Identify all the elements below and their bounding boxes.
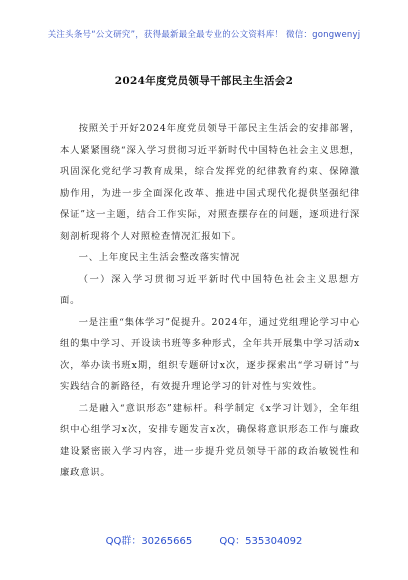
document-body	[60, 118, 360, 484]
section-heading: 一、上年度民主生活会整改落实情况	[78, 252, 241, 263]
footer-contact	[0, 532, 408, 547]
paragraph-intro: 按照关于开好2024年度党员领导干部民主生活会的安排部署，本人紧紧围绕“深入学习贯彻习近平新时代中国特色社会主义思想，巩固深化党纪学习教育成果，综合发挥党的纪律教育约束、保障激励作用，为进一步全面深化改革、推进中国式现代化提供坚强纪律保证”这一主题，结合工作实际，对照查摆存在的问题，逐项进行深刻剖析现将个人对照检查情况汇报如下。	[60, 123, 360, 242]
header-promo-note: 关注头条号“公文研究”，获得最新最全最专业的公文资料库！ 微信：gongwenyj	[47, 30, 361, 40]
paragraph-point-2: 二是融入“意识形态”建标杆。科学制定《x学习计划》，全年组织中心组学习x次，安排专题发言x次，确保将意识形态工作与廉政建设紧密嵌入学习内容，进一步提升党员领导干部的政治敏锐性和廉政意识。	[60, 402, 360, 478]
subsection-heading: （一）深入学习贯彻习近平新时代中国特色社会主义思想方面。	[60, 273, 360, 306]
footer-qq-group: QQ群：30265665	[105, 536, 193, 547]
paragraph-point-1: 一是注重“集体学习”促提升。2024年，通过党组理论学习中心组的集中学习、开设读书班等多种形式，全年共开展集中学习活动x次，举办读书班x期，组织专题研讨x次，逐步探索出“学习研讨”与实践结合的新路径，有效提升理论学习的针对性与实效性。	[60, 316, 360, 392]
document-title: 2024年度党员领导干部民主生活会2	[114, 75, 294, 87]
footer-qq: QQ：535304092	[219, 536, 303, 547]
